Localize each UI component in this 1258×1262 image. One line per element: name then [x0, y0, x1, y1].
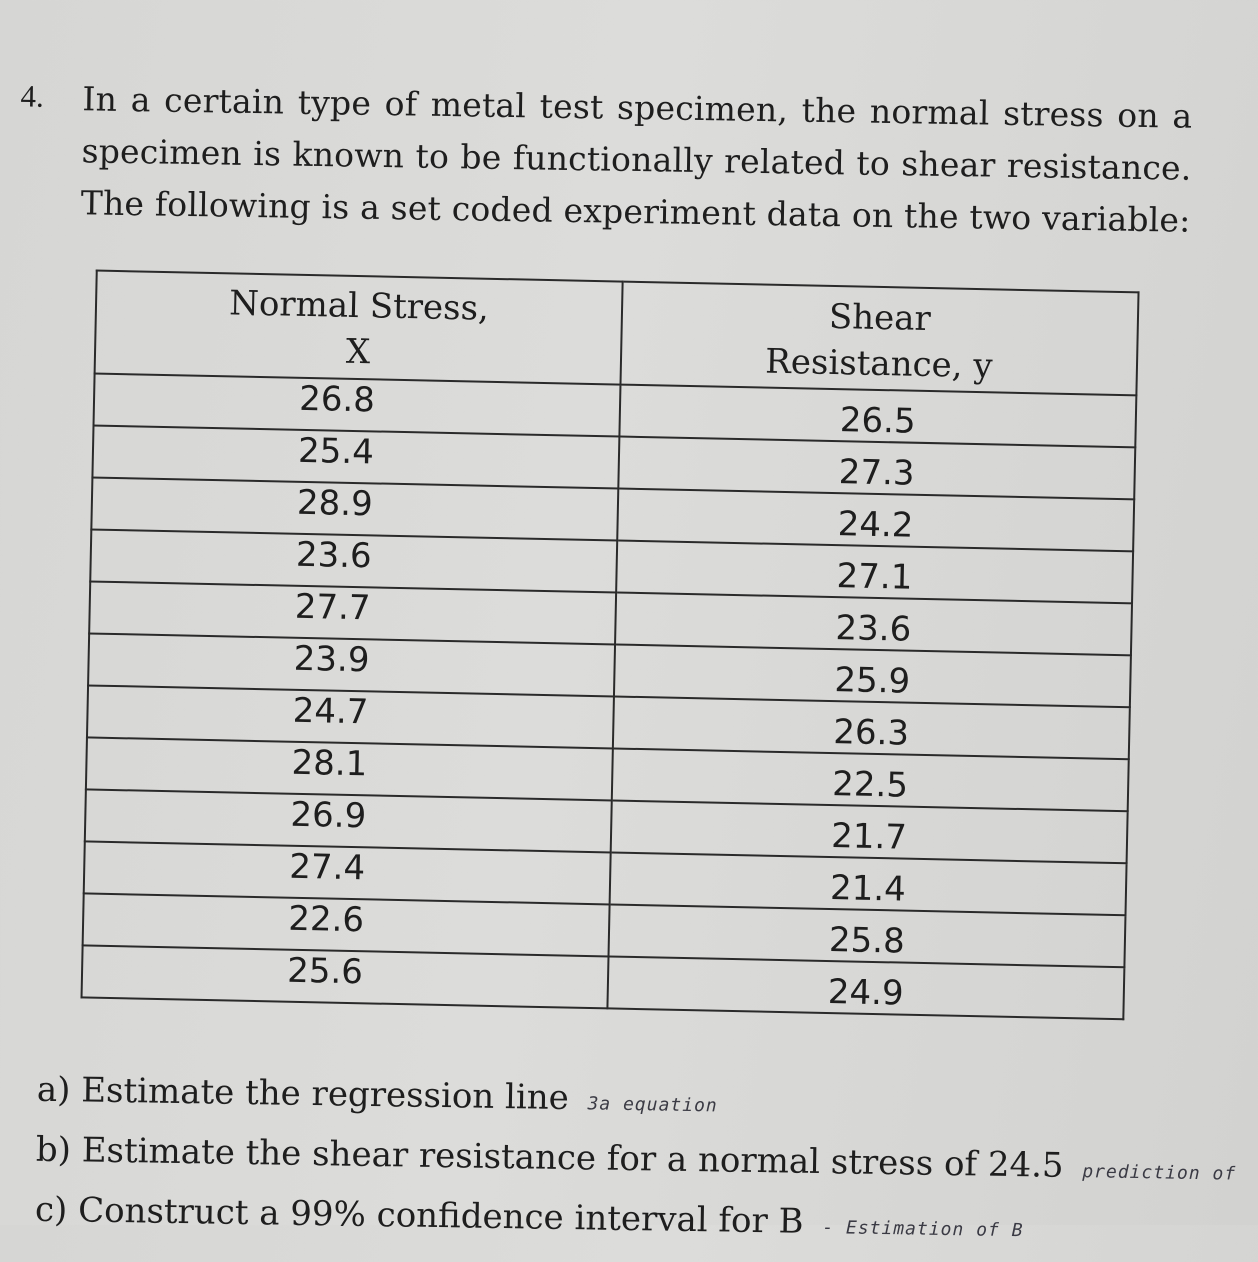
normal-stress-cell: 27.4: [84, 841, 611, 904]
normal-stress-cell: 28.1: [86, 737, 613, 800]
question-intro: [80, 73, 1192, 246]
header-y-line1: Shear: [828, 296, 932, 340]
part-text: Estimate the shear resistance for a normal stress of 24.5: [81, 1130, 1064, 1186]
intro-line: In a certain type of metal test specimen, the normal stress on a: [82, 79, 1193, 136]
handwritten-note: - Estimation of B: [822, 1217, 1024, 1242]
intro-line: specimen is known to be functionally related to shear resistance.: [81, 131, 1192, 188]
part-label: a): [36, 1069, 71, 1111]
normal-stress-cell: 27.7: [89, 581, 616, 644]
normal-stress-cell: 24.7: [87, 685, 614, 748]
question-parts: [34, 1063, 1237, 1262]
header-shear-resistance: [620, 282, 1138, 396]
normal-stress-cell: 23.6: [90, 530, 617, 593]
shear-resistance-cell: 24.2: [617, 489, 1134, 552]
normal-stress-cell: 22.6: [83, 893, 610, 956]
header-y-line2: Resistance, y: [764, 341, 993, 387]
intro-line: The following is a set coded experiment data on the two variable:: [80, 183, 1191, 240]
shear-resistance-cell: 21.7: [611, 800, 1128, 863]
shear-resistance-cell: 22.5: [612, 748, 1129, 811]
normal-stress-cell: 26.8: [94, 374, 621, 437]
shear-resistance-cell: 27.3: [618, 437, 1135, 500]
normal-stress-cell: 28.9: [91, 478, 618, 541]
shear-resistance-cell: 25.9: [614, 644, 1131, 707]
shear-resistance-cell: 26.3: [613, 696, 1130, 759]
header-x-line2: X: [345, 331, 371, 373]
shear-resistance-cell: 25.8: [608, 904, 1125, 967]
handwritten-note: 3a equation: [587, 1093, 718, 1117]
normal-stress-cell: 25.6: [82, 945, 609, 1008]
part-text: Construct a 99% confidence interval for B: [77, 1190, 804, 1242]
part-label: c): [34, 1189, 68, 1231]
normal-stress-cell: 26.9: [85, 789, 612, 852]
handwritten-note: prediction of: [1082, 1161, 1237, 1185]
question-number: 4.: [20, 78, 45, 114]
shear-resistance-cell: 27.1: [616, 541, 1133, 604]
data-table: [81, 270, 1140, 1021]
header-x-line1: Normal Stress,: [228, 283, 490, 329]
header-normal-stress: [95, 271, 623, 385]
normal-stress-cell: 23.9: [88, 633, 615, 696]
shear-resistance-cell: 21.4: [609, 852, 1126, 915]
normal-stress-cell: 25.4: [92, 426, 619, 489]
shear-resistance-cell: 24.9: [607, 956, 1124, 1019]
part-label: b): [35, 1129, 72, 1171]
table-body: [82, 374, 1137, 1020]
shear-resistance-cell: 26.5: [619, 385, 1136, 448]
shear-resistance-cell: 23.6: [615, 593, 1132, 656]
part-text: Estimate the regression line: [80, 1070, 570, 1119]
